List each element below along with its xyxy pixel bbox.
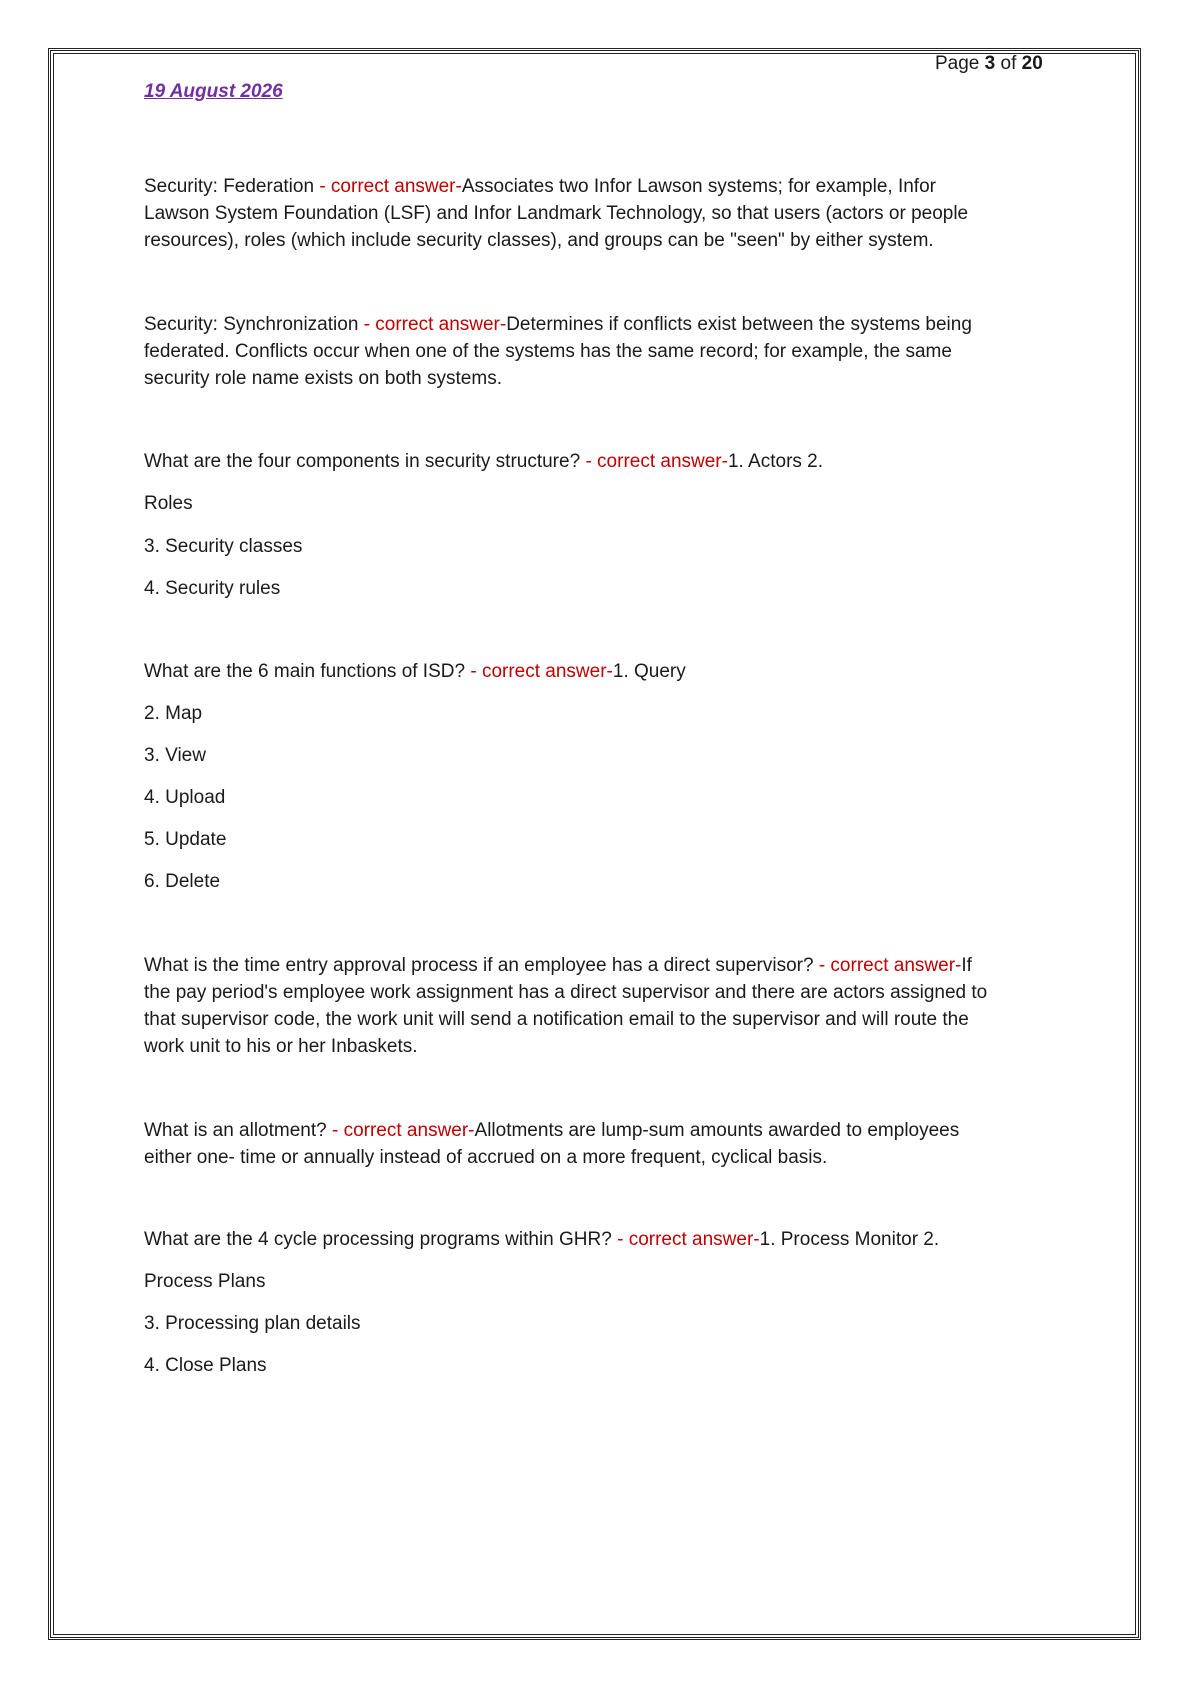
answer-text: 1. Actors 2. bbox=[727, 451, 824, 472]
answer-marker: - correct answer- bbox=[585, 451, 728, 472]
question-text: Security: Synchronization bbox=[144, 314, 359, 335]
answer-line: 4. Upload bbox=[144, 787, 226, 808]
qa-3-first-line bbox=[144, 447, 823, 476]
answer-line: federated. Conflicts occur when one of the systems has the same record; for example, the same bbox=[144, 341, 952, 362]
answer-marker: - correct answer- bbox=[363, 314, 507, 335]
qa-6-first-line bbox=[144, 1116, 959, 1145]
answer-line: 3. Security classes bbox=[144, 536, 303, 557]
answer-text: If bbox=[961, 955, 972, 976]
answer-line: 5. Update bbox=[144, 829, 227, 850]
page-number: Page 3 of 20 bbox=[935, 53, 1043, 74]
qa-2-first-line bbox=[144, 310, 972, 339]
answer-line: either one- time or annually instead of accrued on a more frequent, cyclical basis. bbox=[144, 1147, 828, 1168]
answer-text: Determines if conflicts exist between the systems being bbox=[506, 314, 972, 335]
question-text: What is an allotment? bbox=[144, 1120, 327, 1141]
answer-line: 3. View bbox=[144, 745, 206, 766]
qa-1-first-line bbox=[144, 172, 936, 201]
answer-line: that supervisor code, the work unit will send a notification email to the supervisor and will route the bbox=[144, 1009, 969, 1030]
qa-5-first-line bbox=[144, 951, 972, 980]
question-text: What are the four components in security structure? bbox=[144, 451, 581, 472]
document-date: 19 August 2026 bbox=[144, 81, 283, 102]
answer-line: Roles bbox=[144, 493, 193, 514]
answer-text: Allotments are lump-sum amounts awarded to employees bbox=[474, 1120, 960, 1141]
answer-line: resources), roles (which include security classes), and groups can be "seen" by either system. bbox=[144, 230, 934, 251]
answer-line: 6. Delete bbox=[144, 871, 221, 892]
question-text: What are the 6 main functions of ISD? bbox=[144, 661, 466, 682]
answer-line: 4. Security rules bbox=[144, 578, 281, 599]
answer-line: 2. Map bbox=[144, 703, 203, 724]
answer-marker: - correct answer- bbox=[331, 1120, 475, 1141]
answer-line: 4. Close Plans bbox=[144, 1355, 267, 1376]
question-text: What is the time entry approval process if an employee has a direct supervisor? bbox=[144, 955, 814, 976]
answer-marker: - correct answer- bbox=[617, 1229, 760, 1250]
answer-line: Lawson System Foundation (LSF) and Infor Landmark Technology, so that users (actors or people bbox=[144, 203, 969, 224]
qa-4-first-line bbox=[144, 657, 686, 686]
answer-marker: - correct answer- bbox=[470, 661, 613, 682]
question-text: What are the 4 cycle processing programs within GHR? bbox=[144, 1229, 612, 1250]
answer-text: 1. Process Monitor 2. bbox=[759, 1229, 940, 1250]
answer-line: security role name exists on both systems. bbox=[144, 368, 502, 389]
answer-marker: - correct answer- bbox=[818, 955, 962, 976]
answer-text: 1. Query bbox=[612, 661, 686, 682]
answer-line: work unit to his or her Inbaskets. bbox=[144, 1036, 418, 1057]
qa-7-first-line bbox=[144, 1225, 939, 1254]
answer-line: 3. Processing plan details bbox=[144, 1313, 361, 1334]
answer-line: Process Plans bbox=[144, 1271, 266, 1292]
answer-marker: - correct answer- bbox=[319, 176, 462, 197]
question-text: Security: Federation bbox=[144, 176, 315, 197]
answer-line: the pay period's employee work assignment has a direct supervisor and there are actors assigned to bbox=[144, 982, 988, 1003]
answer-text: Associates two Infor Lawson systems; for example, Infor bbox=[461, 176, 936, 197]
